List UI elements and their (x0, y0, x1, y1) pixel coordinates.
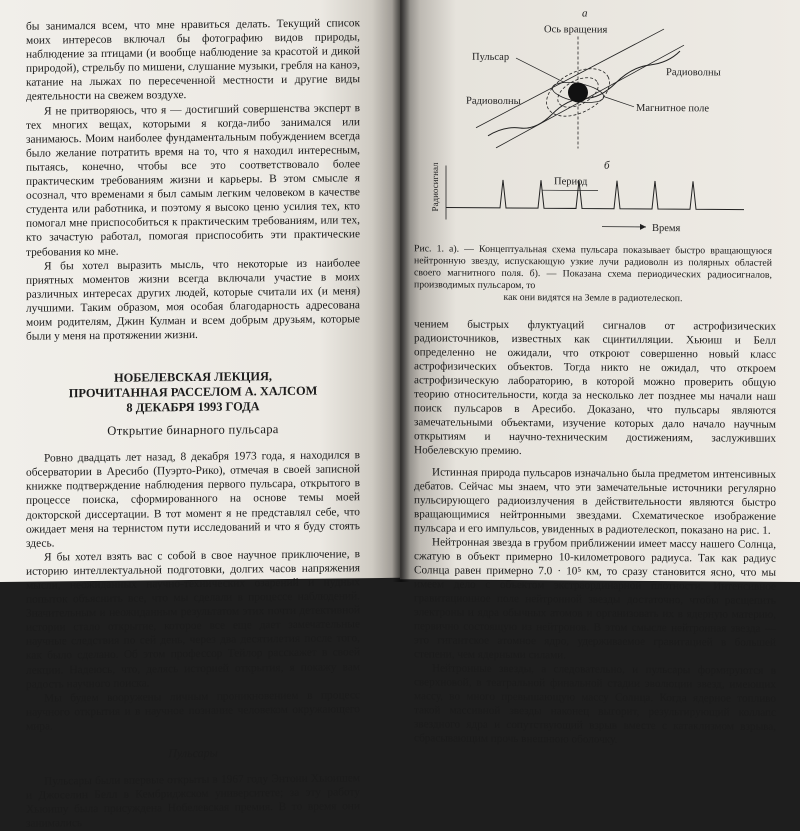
label-radio-left: Радиоволны (466, 96, 521, 107)
label-period: Период (554, 176, 588, 187)
subheading-pulsars: Пульсары (26, 744, 360, 762)
time-arrow-head (640, 224, 646, 230)
label-magnetic-field: Магнитное поле (636, 103, 709, 115)
lecture-heading (26, 368, 360, 416)
book-gutter (392, 0, 410, 582)
right-paragraph-4: Нейтронные звезды, а следовательно, и пульсары формируются в сверхновой, в театральной финальной стадии эволюции звезд, имеющих массу, во много превышающую массу Солнца. Когда ядерное топливо такой массивной звезды наконец выгорит, результирующий коллапс звездного ядра и сопутствующий взрыв вместе с катаклизмом взрыва, сбрасывающим прочь внешнюю оболочку. (414, 661, 776, 748)
beam-edge-lower (496, 44, 684, 149)
lecture-heading-line-1: НОБЕЛЕВСКАЯ ЛЕКЦИЯ, (26, 368, 360, 386)
label-time: Время (652, 223, 681, 234)
pulsar-paragraph: Пульсары были впервые открыты в 1967 году Энтони Хьюишем и Джоселин Белл в Кембриджском университете; за эту работу Хьюишу была присуждена Нобелевская премия. В то время они занимались (26, 771, 360, 831)
figure-caption (414, 243, 776, 306)
intro-paragraph-3: Я бы хотел выразить мысль, что некоторые из наиболее приятных моментов жизни всегда включали участие в моих различных интересах других людей, которые считали их (и меня) лучшими. Таким образом, моя особая благодарность адресована моим родителям, Джин Кулман и всем добрым друзьям, которые были у меня на протяжении жизни. (26, 256, 360, 344)
lecture-heading-line-2: ПРОЧИТАННАЯ РАССЕЛОМ А. ХАЛСОМ (26, 383, 360, 401)
intro-paragraph-1: бы занимался всем, что мне нравиться делать. Текущий список моих интересов включал бы фотографию видов природы, наблюдение за птицами (и вообще наблюдение за красотой и дикой природой), стрельбу по мишени, слушание музыки, гребля на каноэ, катание на лыжах по пересеченной местности и другие виды деятельности на свежем воздухе. (26, 16, 360, 104)
panel-b-letter: б (604, 160, 610, 172)
lecture-paragraph-1: Ровно двадцать лет назад, 8 декабря 1973 года, я находился в обсерватории в Аресибо (Пуэрто-Рико), отмечая в своей записной книжке подтверждение наблюдения первого пульсара, открытого в процессе поиска, сформированного на основе темы моей докторской диссертации. В тот момент я не представлял себе, что ожидает меня на тернистом пути исследований и что я буду стоять здесь. (26, 448, 360, 550)
caption-main: Рис. 1. а). — Концептуальная схема пульсара показывает быстро вращающуюся нейтронную звезду, испускающую узкие лучи радиоволн из полярных областей своего магнитного поля. б). — Показана схема периодических радиосигналов, производимых пульсаром, то (414, 243, 772, 291)
label-pulsar: Пульсар (472, 52, 509, 63)
magnetic-pointer (604, 97, 634, 107)
caption-last: как они видятся на Земле в радиотелескоп. (414, 291, 772, 305)
neutron-star (568, 82, 588, 102)
pulse-train (446, 180, 744, 210)
right-page (400, 0, 800, 582)
lecture-paragraph-3: Мы будем вооружены личным проникновением в процесс научного открытия и в научное познание человеком окружающего мира. (26, 688, 360, 734)
left-page (0, 0, 400, 582)
label-radio-right: Радиоволны (666, 67, 721, 78)
pulsar-pointer (516, 58, 564, 82)
pulsar-diagram (414, 0, 776, 250)
label-radio-signal: Радиосигнал (430, 162, 440, 212)
right-paragraph-3: Нейтронная звезда в грубом приближении имеет массу нашего Солнца, сжатую в объект примерно 10-километрового радиуса. Так как радиус Солнца равен примерно 7.0 · 10⁵ км, то сразу становится ясно, что мы имеем дело с объектом экстраординарной плотности. Интенсивное гравитационное поле нейтронной звезды достаточно, чтобы расщепить электроны и ядра обычных атомов и организовать их в ядерную материю, первично состоящую из нейтронов. В этом смысле нейтронная звезда — это гигантское атомное ядро, удерживаемое гравитацией в большей степени, чем ядерными силами. (414, 535, 776, 664)
intro-paragraph-2: Я не притворяюсь, что я — достигший совершенства эксперт в тех многих вещах, которыми я когда-либо занимался или занимаюсь. Моим наиболее фундаментальным побуждением всегда было желание потратить время на то, что я находил интересным, пытаясь, конечно, чтобы все это соответствовало более практическим требованиям жизни и карьеры. В этом смысле я осознал, что временами я был самым легким человеком в качестве студента или работника, и поэтому я высоко ценю усилия тех, кто помогал мне приспособиться к практическим требованиям, или тех, кто зачастую работал, помогая приспособить эти практические требования ко мне. (26, 101, 360, 260)
figure-1 (414, 0, 776, 250)
lecture-heading-line-3: 8 ДЕКАБРЯ 1993 ГОДА (26, 398, 360, 416)
panel-a-letter: а (582, 7, 588, 19)
lecture-paragraph-2: Я бы хотел взять вас с собой в свое научное приключение, в историю интеллектуальной подготовки, долгих часов напряжения мысли, неожиданных научно-технических озарений и нудных попыток объяснить все, что мы сделали в процессе наблюдений. Значительным и неожиданным результатом этих почти детективной истории стало открытие, которое все еще дает замечательные научные следствия по сей день, через два десятилетия после того, как было сделано. Об этом профессор Тейлор расскажет в своей лекции. Надеюсь, что, делясь историей открытия, я покажу вам радость научного поиска. (26, 547, 360, 691)
label-axis: Ось вращения (544, 24, 608, 35)
right-paragraph-1: чением быстрых флуктуаций сигналов от астрофизических радиоисточников, известных как сцинтилляции. Хьюиш и Белл определенно не ожидали, что откроют совершенно новый класс астрофизических объектов. Тогда никто не ожидал, что откроем астрофизическую лабораторию, в которой можно проверить общую теорию относительности, когда за несколько лет позднее мы начали наш поиск пульсаров в Аресибо. Доказано, что пульсары являются замечательными объектами, изучение которых дало начало научным открытиям и научно-техническим достижениям, заслуживших Нобелевскую премию. (414, 317, 776, 460)
section-title: Открытие бинарного пульсара (26, 421, 360, 439)
right-paragraph-2: Истинная природа пульсаров изначально была предметом интенсивных дебатов. Сейчас мы знаем, что эти замечательные источники регулярно пульсирующего радиоизлучения в действительности являются быстро вращающимися нейтронными звездами. Схематическое изображение пульсара и его импульсов, увиденных в радиотелескоп, показано на рис. 1. (414, 465, 776, 538)
